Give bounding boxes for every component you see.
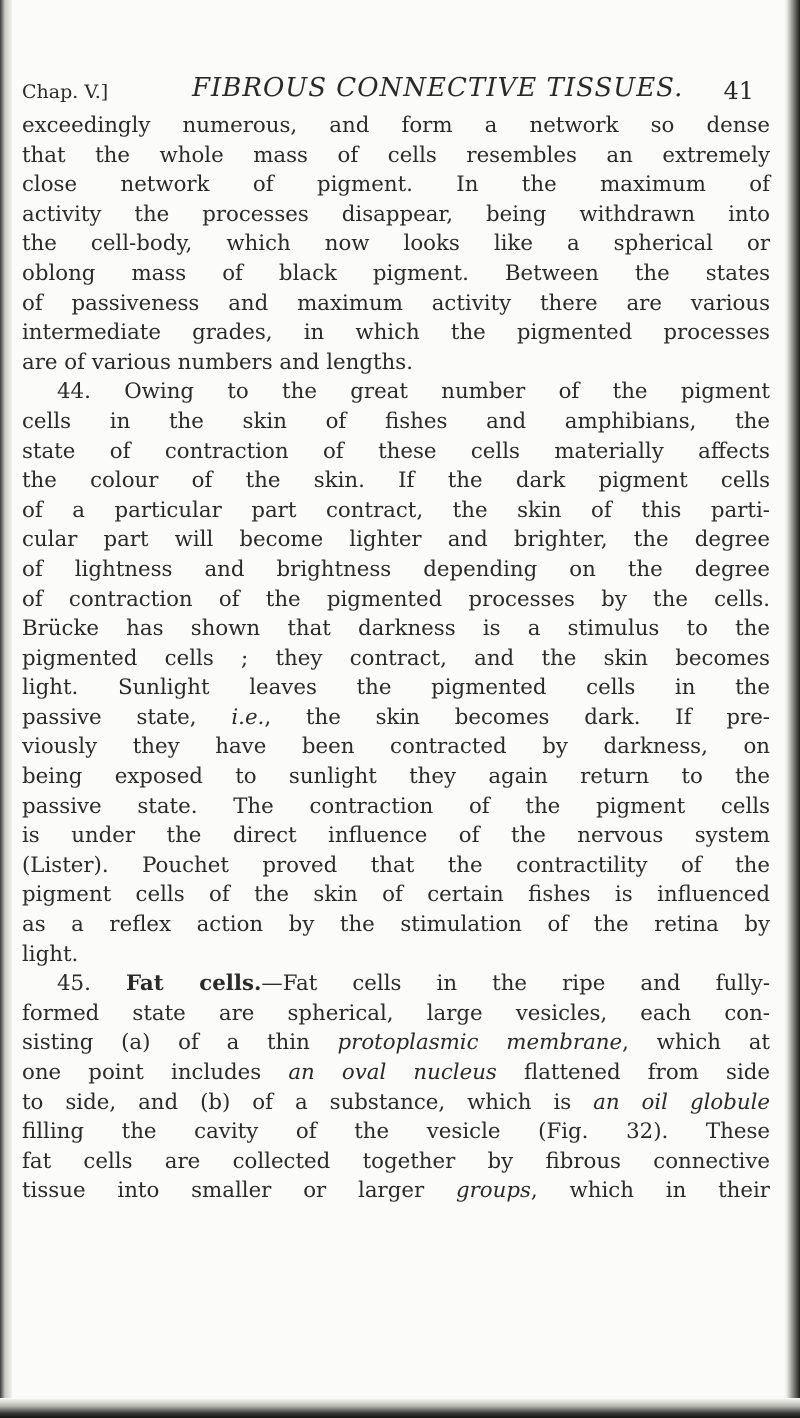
text-fragment: one point includes (22, 1060, 289, 1085)
text-line: viously they have been contracted by darkness, on (22, 734, 770, 760)
page-gutter-shadow (0, 0, 12, 1418)
running-title: FIBROUS CONNECTIVE TISSUES. (192, 73, 684, 103)
italic-term: i.e. (231, 704, 265, 730)
text-line: oblong mass of black pigment. Between the states (22, 260, 770, 286)
text-fragment: , which at (622, 1030, 770, 1056)
text-line: light. Sunlight leaves the pigmented cells in the (22, 675, 770, 701)
text-line: that the whole mass of cells resembles an extremely (22, 142, 770, 168)
text-line: being exposed to sunlight they again return to the (22, 764, 770, 790)
text-line: formed state are spherical, large vesicles, each con- (22, 1000, 770, 1026)
text-fragment: tissue into smaller or larger (22, 1178, 456, 1204)
text-line: is under the direct influence of the nervous system (22, 823, 770, 849)
chapter-label: Chap. V.] (22, 81, 109, 103)
text-line: pigment cells of the skin of certain fishes is influenced (22, 882, 770, 908)
text-line (22, 1028, 770, 1058)
page-bottom-edge (0, 1398, 800, 1418)
page-number: 41 (723, 77, 754, 105)
text-line: are of various numbers and lengths. (22, 349, 413, 375)
running-header (22, 73, 754, 109)
text-line: of lightness and brightness depending on the degree (22, 556, 770, 582)
text-line: activity the processes disappear, being withdrawn into (22, 201, 770, 227)
text-line: passive state. The contraction of the pigment cells (22, 793, 770, 819)
text-line: of contraction of the pigmented processes by the cells. (22, 586, 770, 612)
page-edge-shadow (784, 0, 800, 1418)
text-line: filling the cavity of the vesicle (Fig. 32). These (22, 1119, 770, 1145)
text-line (22, 1088, 770, 1118)
text-fragment: sisting (a) of a thin (22, 1030, 338, 1056)
body-text (22, 111, 770, 1206)
text-line: of passiveness and maximum activity there are various (22, 290, 770, 316)
text-line (22, 1058, 770, 1088)
text-line: Brücke has shown that darkness is a stimulus to the (22, 616, 770, 642)
paragraph-45-start (22, 969, 770, 999)
text-line: close network of pigment. In the maximum of (22, 172, 770, 198)
text-line (22, 1176, 770, 1206)
section-heading: Fat cells. (125, 971, 262, 997)
text-line: (Lister). Pouchet proved that the contractility of the (22, 852, 770, 878)
text-line: fat cells are collected together by fibrous connective (22, 1148, 770, 1174)
text-line: cells in the skin of fishes and amphibians, the (22, 408, 770, 434)
italic-term: an oval nucleus (288, 1060, 497, 1085)
text-line: as a reflex action by the stimulation of the retina by (22, 912, 770, 938)
italic-term: protoplasmic membrane (337, 1030, 623, 1056)
text-line: cular part will become lighter and brighter, the degree (22, 527, 770, 553)
text-line: the colour of the skin. If the dark pigment cells (22, 468, 770, 494)
paragraph-44-start: 44. Owing to the great number of the pigment (57, 379, 770, 405)
text-line: exceedingly numerous, and form a network so dense (22, 113, 770, 138)
text-line: pigmented cells ; they contract, and the skin becomes (22, 645, 770, 671)
text-line: the cell-body, which now looks like a spherical or (22, 231, 770, 257)
text-line (22, 703, 770, 733)
italic-term: an oil globule (593, 1089, 770, 1115)
text-fragment: flattened from side (496, 1060, 770, 1085)
text-line: of a particular part contract, the skin of this parti- (22, 497, 770, 523)
text-line: state of contraction of these cells materially affects (22, 438, 770, 464)
italic-term: groups (455, 1178, 531, 1204)
section-number: 45. (57, 971, 126, 997)
text-line: light. (22, 941, 79, 967)
text-fragment: passive state, (22, 704, 232, 730)
text-fragment: , which in their (530, 1178, 770, 1204)
text-fragment: , the skin becomes dark. If pre- (264, 704, 770, 730)
text-fragment: —Fat cells in the ripe and fully- (261, 971, 771, 997)
text-line: intermediate grades, in which the pigmented processes (22, 320, 770, 346)
text-fragment: to side, and (b) of a substance, which is (22, 1089, 594, 1115)
